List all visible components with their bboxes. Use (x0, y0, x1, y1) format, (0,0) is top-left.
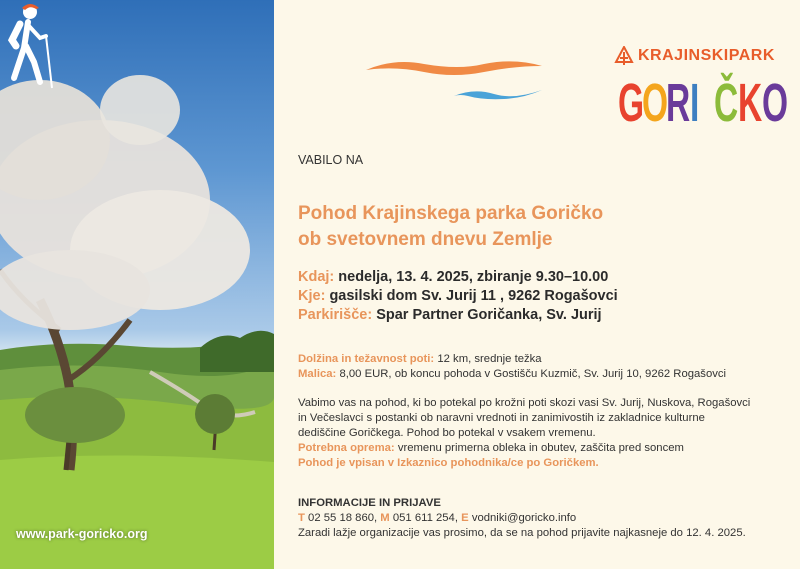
when-value: nedelja, 13. 4. 2025, zbiranje 9.30–10.00 (338, 269, 609, 285)
length-value: 12 km, srednje težka (437, 353, 542, 365)
logo-letter: O (642, 73, 669, 133)
lunch-label: Malica: (298, 368, 337, 380)
event-title-line1: Pohod Krajinskega parka Goričko (298, 203, 604, 224)
description-line: dediščine Goričkega. Pohod bo potekal v vsakem vremenu. (298, 427, 596, 439)
description-line: in Večeslavci s postanki ob naravni vrednoti in zanimivostih iz zakladnice kulturne (298, 412, 705, 424)
event-description (298, 396, 796, 471)
invitation-content (274, 0, 800, 569)
event-title-line2: ob svetovnem dnevu Zemlje (298, 229, 553, 250)
logo-letter: K (738, 73, 763, 133)
equipment-row (298, 441, 796, 456)
park-logo-top (614, 46, 775, 66)
parking-label: Parkirišče: (298, 307, 373, 323)
mobile-label: M (380, 512, 390, 524)
logo-letter: O (762, 73, 789, 133)
website-url[interactable]: www.park-goricko.org (16, 527, 148, 541)
registration-note: Zaradi lažje organizacije vas prosimo, da se na pohod prijavite najkasneje do 12. 4. 2025. (298, 527, 746, 539)
when-row (298, 268, 618, 287)
park-logo-text: KRAJINSKIPARK (638, 47, 775, 64)
length-label: Dolžina in težavnost poti: (298, 353, 435, 365)
leaf-icon (614, 46, 634, 66)
phone-value[interactable]: 02 55 18 860, (308, 512, 378, 524)
parking-row (298, 306, 618, 325)
lunch-value: 8,00 EUR, ob koncu pohoda v Gostišču Kuzmič, Sv. Jurij 10, 9262 Rogašovci (339, 368, 727, 380)
hiker-icon (0, 0, 56, 90)
mobile-value[interactable]: 051 611 254, (392, 512, 458, 524)
where-row (298, 287, 618, 306)
parking-value: Spar Partner Goričanka, Sv. Jurij (376, 307, 602, 323)
phone-label: T (298, 512, 305, 524)
goricko-logo (618, 73, 789, 133)
event-info (298, 268, 618, 325)
invitation-label: VABILO NA (298, 153, 364, 167)
when-label: Kdaj: (298, 269, 335, 285)
lunch-row (298, 367, 798, 382)
event-title (298, 201, 603, 253)
contact-heading: INFORMACIJE IN PRIJAVE (298, 497, 441, 509)
description-line: Vabimo vas na pohod, ki bo potekal po krožni poti skozi vasi Sv. Jurij, Nuskova, Rogašovci (298, 397, 751, 409)
event-details (298, 352, 798, 382)
where-label: Kje: (298, 288, 326, 304)
contact-info (298, 496, 798, 541)
equipment-label: Potrebna oprema: (298, 442, 395, 454)
where-value: gasilski dom Sv. Jurij 11 , 9262 Rogašovci (329, 288, 618, 304)
logo-letter: G (618, 73, 645, 133)
logo-letter: R (666, 73, 691, 133)
waves-icon (364, 54, 544, 104)
equipment-value: vremenu primerna obleka in obutev, zaščita pred soncem (397, 442, 684, 454)
length-row (298, 352, 798, 367)
hero-photo (0, 0, 274, 569)
email-label: E (461, 512, 469, 524)
logo-letter: Č (714, 73, 739, 133)
contact-row (298, 511, 798, 526)
passport-note: Pohod je vpisan v Izkaznico pohodnika/ce po Goričkem. (298, 457, 599, 469)
logo-letter: I (690, 73, 700, 133)
email-value[interactable]: vodniki@goricko.info (471, 512, 577, 524)
